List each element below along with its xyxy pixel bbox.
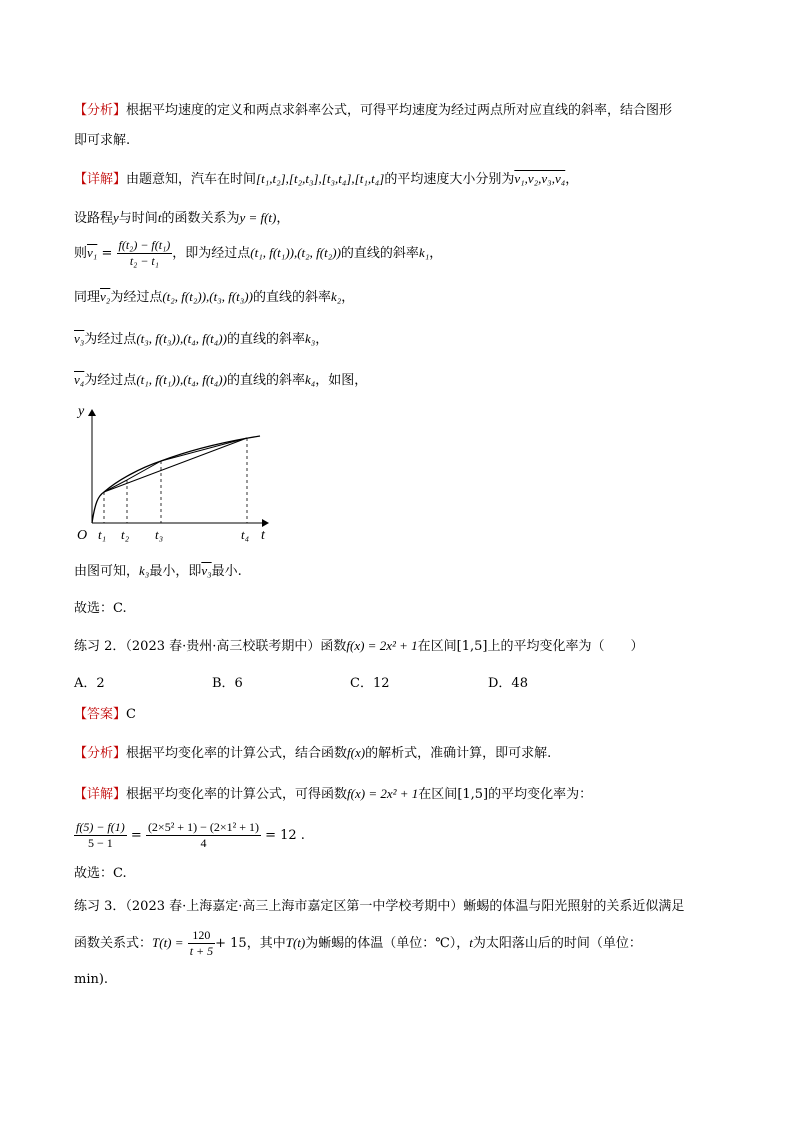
detail-line-1	[74, 169, 578, 190]
text: 在区间	[417, 639, 457, 654]
tick-t1: t₁	[98, 527, 107, 542]
text: 的直线的斜率	[340, 246, 419, 261]
fraction-numerator: f(t₂) − f(t₁)	[118, 238, 171, 252]
var-t: t	[469, 935, 473, 950]
text: 的直线的斜率	[226, 332, 305, 347]
fraction-numerator: f(5) − f(1)	[76, 820, 125, 834]
fraction-denominator: 5 − 1	[87, 836, 113, 850]
text: ，如图，	[315, 373, 368, 388]
graph-t-label: t	[261, 528, 265, 543]
option-b: B．6	[212, 676, 243, 691]
text: ，	[315, 332, 329, 347]
analysis-text-1: 根据平均速度的定义和两点求斜率公式，可得平均速度为经过两点所对应直线的斜率，结合图形	[126, 103, 673, 118]
option-d: D．48	[488, 676, 528, 691]
exercise2-options	[74, 674, 626, 694]
k4: k₄	[304, 372, 316, 387]
text: 最小，即	[149, 564, 202, 579]
text: 与时间	[118, 211, 158, 226]
plus-term: + 15	[215, 936, 247, 951]
fraction-numerator: 120	[188, 928, 215, 944]
equals: =	[130, 828, 142, 843]
exercise2-computation	[74, 818, 305, 854]
result: = 12 .	[265, 828, 305, 843]
curve	[92, 436, 260, 523]
fraction-denominator: t₂ − t₁	[129, 254, 159, 268]
text: 上的平均变化率为（ ）	[487, 639, 644, 654]
k3: k₃	[304, 331, 316, 346]
func-expr: f(x) = 2x² + 1	[346, 638, 418, 653]
text: 为经过点	[84, 373, 137, 388]
text: 根据平均变化率的计算公式，可得函数	[126, 787, 348, 802]
text: 在区间	[418, 787, 458, 802]
tick-t2: t₂	[121, 527, 130, 542]
fraction-denominator: 4	[200, 836, 207, 850]
answer-tag: 【答案】	[74, 707, 127, 722]
detail-line-6	[74, 370, 367, 391]
answer-value: C	[126, 707, 136, 722]
points: (t₁, f(t₁)),(t₄, f(t₄))	[136, 372, 227, 387]
slope-fraction	[117, 238, 173, 269]
text: 的平均变化率为：	[488, 787, 593, 802]
text: 的函数关系为	[161, 211, 240, 226]
detail-line-3	[74, 236, 442, 271]
detail-speeds-text: 的平均速度大小分别为	[384, 172, 515, 187]
exercise3-line-3: min).	[74, 972, 109, 987]
func-expr: f(x)	[347, 745, 366, 760]
points: (t₂, f(t₂)),(t₃, f(t₃))	[162, 289, 253, 304]
fraction-1	[74, 820, 127, 851]
analysis-line-2: 即可求解.	[74, 133, 131, 148]
text: 由图可知，	[74, 564, 140, 579]
text: 为太阳落山后的时间（单位：	[472, 936, 642, 951]
analysis-line-1	[74, 101, 672, 121]
k1: k₁	[418, 245, 430, 260]
text: ，	[429, 246, 443, 261]
conclusion-line	[74, 561, 242, 582]
graph-y-label: y	[78, 404, 85, 419]
detail-tag: 【详解】	[74, 172, 127, 187]
equals: =	[101, 246, 113, 261]
exercise2-question	[74, 636, 644, 657]
text: 为经过点	[110, 290, 163, 305]
detail-speeds: v₁,v₂,v₃,v₄	[514, 171, 566, 186]
tick-t4: t₄	[241, 527, 250, 542]
var-t: t	[157, 210, 162, 225]
var-y: y	[113, 210, 119, 225]
option-c: C．12	[350, 676, 390, 691]
text: 为蜥蜴的体温（单位：℃），	[305, 936, 470, 951]
v2-symbol: v₂	[100, 289, 111, 304]
text: 为经过点	[84, 332, 137, 347]
text: 同理	[74, 290, 101, 305]
v3-symbol: v₃	[201, 563, 212, 578]
choice-line-1: 故选：C.	[74, 601, 127, 616]
text: ，其中	[246, 936, 286, 951]
points: (t₁, f(t₁)),(t₂, f(t₂))	[250, 245, 341, 260]
exercise2-answer	[74, 705, 136, 725]
v4-symbol: v₄	[74, 372, 85, 387]
fraction-numerator: (2×5² + 1) − (2×1² + 1)	[147, 820, 259, 834]
chord-t1-t4	[104, 438, 247, 492]
k3: k₃	[139, 563, 150, 578]
func-expr: T(t)	[285, 935, 306, 950]
tick-t3: t₃	[155, 527, 164, 542]
text: 的解析式，准确计算，即可求解.	[365, 746, 552, 761]
interval: [1,5]	[456, 639, 488, 654]
k2: k₂	[330, 289, 342, 304]
text: ，即为经过点	[172, 246, 251, 261]
chord-t3-t4	[161, 438, 247, 461]
detail-line-5	[74, 329, 328, 350]
text: 练习 2．（2023 春·贵州·高三校联考期中）函数	[74, 639, 347, 654]
fraction-denominator: t + 5	[189, 944, 214, 958]
option-a: A．2	[74, 676, 105, 691]
analysis-tag: 【分析】	[74, 746, 127, 761]
interval: [1,5]	[457, 787, 489, 802]
text: 的直线的斜率	[252, 290, 331, 305]
detail-intervals: [t₁,t₂],[t₂,t₃],[t₃,t₄],[t₁,t₄]	[256, 171, 385, 186]
analysis-tag: 【分析】	[74, 103, 127, 118]
text: 设路程	[74, 211, 114, 226]
position-time-graph	[70, 398, 280, 548]
detail-suffix: ，	[565, 172, 579, 187]
func-expr: f(x) = 2x² + 1	[347, 786, 419, 801]
func-expr: T(t) =	[152, 935, 184, 950]
exercise2-analysis	[74, 743, 551, 764]
detail-tag: 【详解】	[74, 787, 127, 802]
v3-symbol: v₃	[74, 331, 85, 346]
text: 最小.	[211, 564, 242, 579]
func-expr: y = f(t)	[239, 210, 277, 225]
text: 则	[74, 246, 88, 261]
text: 的直线的斜率	[226, 373, 305, 388]
graph-origin: O	[77, 528, 88, 543]
detail-intro: 由题意知，汽车在时间	[126, 172, 257, 187]
choice-line-2: 故选：C.	[74, 866, 127, 881]
v1-symbol: v₁	[87, 245, 98, 260]
text: ，	[276, 211, 290, 226]
exercise2-detail	[74, 784, 592, 805]
detail-line-2	[74, 208, 289, 229]
text: ，	[341, 290, 355, 305]
temp-fraction	[188, 928, 215, 959]
exercise3-line-1: 练习 3．（2023 春·上海嘉定·高三上海市嘉定区第一中学校考期中）蜥蜴的体温与阳光照射的关系近似满足	[74, 899, 685, 914]
detail-line-4	[74, 287, 354, 308]
fraction-2	[146, 820, 261, 851]
text: 根据平均变化率的计算公式，结合函数	[126, 746, 348, 761]
exercise3-line-2	[74, 924, 642, 963]
points: (t₃, f(t₃)),(t₄, f(t₄))	[136, 331, 227, 346]
text: 函数关系式：	[74, 936, 153, 951]
